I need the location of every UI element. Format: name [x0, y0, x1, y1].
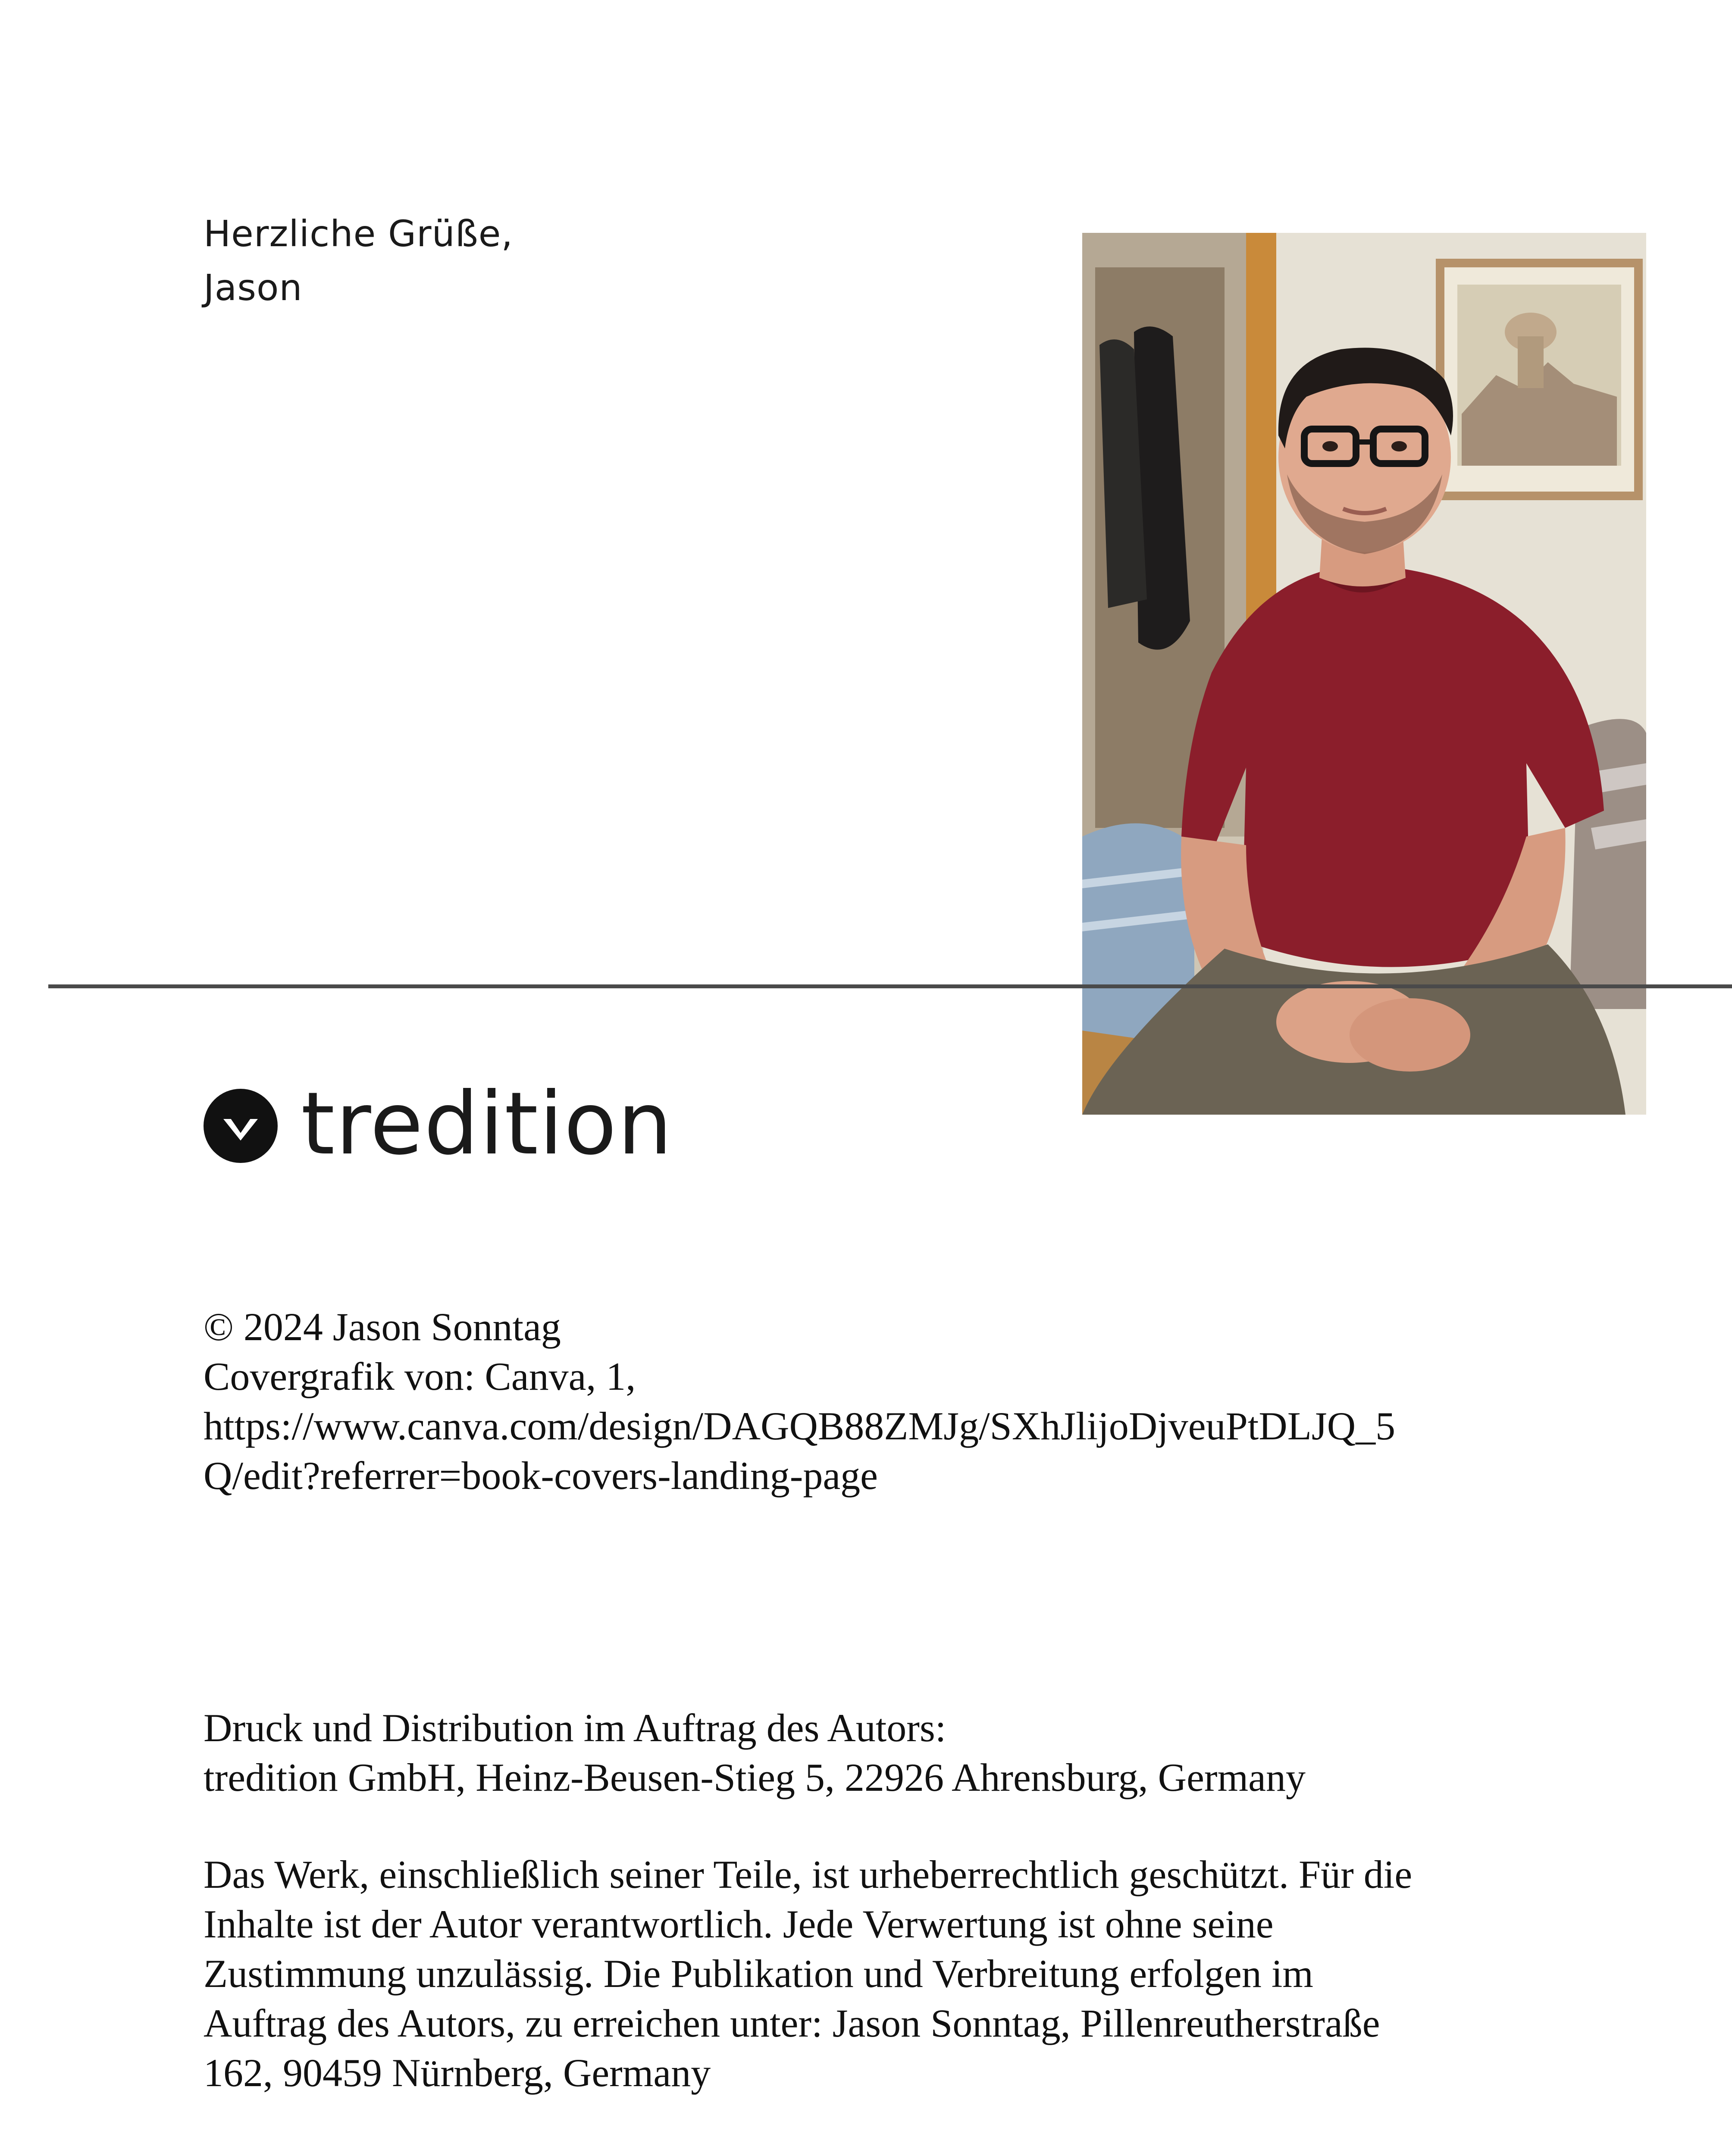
cover-credit-url-line-1: https://www.canva.com/design/DAGQB88ZMJg/SXhJlijoDjveuPtDLJQ_5 [204, 1404, 1396, 1448]
legal-notice-line-2: Inhalte ist der Autor verantwortlich. Jede Verwertung ist ohne seine [204, 1902, 1274, 1946]
tredition-logo-icon [204, 1089, 278, 1163]
legal-notice-line-4: Auftrag des Autors, zu erreichen unter: Jason Sonntag, Pillenreutherstraße [204, 2001, 1380, 2045]
cover-credit-line: Covergrafik von: Canva, 1, [204, 1354, 636, 1398]
cover-credit-url-line-2: Q/edit?referrer=book-covers-landing-page [204, 1454, 878, 1498]
legal-notice-line-1: Das Werk, einschließlich seiner Teile, ist urheberrechtlich geschützt. Für die [204, 1852, 1413, 1896]
publisher-address: tredition GmbH, Heinz-Beusen-Stieg 5, 22926 Ahrensburg, Germany [204, 1755, 1306, 1799]
publisher-logo-text: tredition [301, 1074, 673, 1174]
publisher-logo [204, 1074, 673, 1174]
legal-notice [204, 1850, 1412, 2098]
greeting [204, 207, 513, 315]
legal-notice-line-5: 162, 90459 Nürnberg, Germany [204, 2051, 711, 2095]
divider-line [48, 984, 1732, 988]
print-distribution-heading: Druck und Distribution im Auftrag des Autors: [204, 1706, 946, 1750]
copyright-line: © 2024 Jason Sonntag [204, 1305, 561, 1349]
copyright-block [204, 1302, 1395, 1501]
greeting-signature: Jason [204, 266, 303, 309]
print-distribution-block [204, 1703, 1306, 1802]
author-photo [1082, 233, 1646, 1115]
legal-notice-line-3: Zustimmung unzulässig. Die Publikation und Verbreitung erfolgen im [204, 1952, 1313, 1996]
greeting-salutation: Herzliche Grüße, [204, 213, 514, 255]
author-photo-illustration [1082, 233, 1646, 1115]
